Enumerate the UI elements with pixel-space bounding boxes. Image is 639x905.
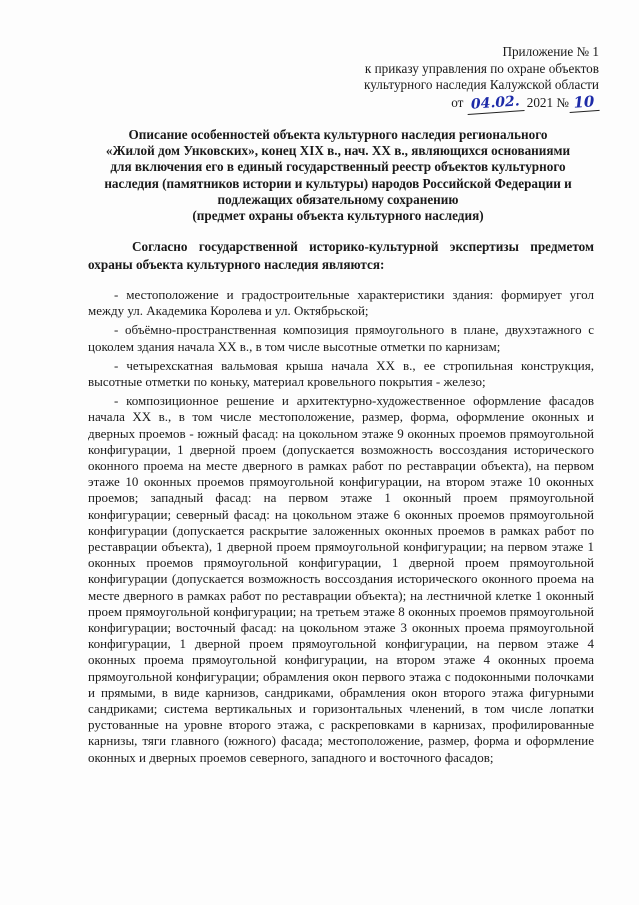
title-line: «Жилой дом Унковских», конец XIX в., нач. XX в., являющихся основаниями <box>105 143 571 159</box>
list-item: - композиционное решение и архитектурно-художественное оформление фасадов начала XX в., в том числе местоположение, размер, форма, оформление оконных и дверных проемов - южный фасад: на цокольном этаже 9 оконных проемов прямоугольной конфигурации, 1 дверной проем (допускается возможность воссоздания исторического оконного проема на месте дверного в рамках работ по реставрации объекта), на первом этаже 10 оконных проемов прямоугольной конфигурации, на втором этаже 10 оконных проемов; западный фасад: на первом этаже 1 оконный проем прямоугольной конфигурации; северный фасад: на цокольном этаже 6 оконных проемов прямоугольной конфигурации (допускается раскрытие заложенных оконных проемов в рамках работ по реставрации объекта), 1 дверной проем прямоугольной конфигурации; на первом этаже 1 оконных проемов прямоугольной конфигурации, 1 дверной проем прямоугольной конфигурации (допускается возможность воссоздания исторического оконного проема на месте дверного в рамках работ по реставрации объекта); на лестничной клетке 1 оконный проем прямоугольной конфигурации; на третьем этаже 8 оконных проемов прямоугольной конфигурации; восточный фасад: на цокольном этаже 3 оконных проема прямоугольной конфигурации, 1 дверной проем прямоугольной конфигурации, на первом этаже 4 оконных проема прямоугольной конфигурации, на втором этаже 4 оконных проема прямоугольной конфигурации; обрамления окон первого этажа с подоконными полочками и прямыми, в виде карнизов, сандриками, обрамления окон второго этажа фигурными сандриками; система вертикальных и горизонтальных членений, в том числе лопатки рустованные на уровне второго этажа, с раскреповками в карнизах, профилированные карнизы, тяги главного (южного) фасада; местоположение, размер, форма и оформление оконных и дверных проемов северного, западного и восточного фасадов; <box>88 393 594 765</box>
order-date-line <box>299 91 599 113</box>
handwritten-date: 04.02. <box>466 93 524 114</box>
appendix-header <box>299 44 599 112</box>
list-item: - объёмно-пространственная композиция прямоугольного в плане, двухэтажного с цоколем здания начала XX в., в том числе высотные отметки по карнизам; <box>88 322 594 354</box>
date-prefix: от <box>451 94 464 110</box>
document-title <box>88 127 588 224</box>
order-reference: к приказу управления по охране объектов <box>364 60 599 76</box>
protection-items-list <box>88 287 594 769</box>
list-item: - местоположение и градостроительные характеристики здания: формирует угол между ул. Академика Королева и ул. Октябрьской; <box>88 287 594 319</box>
title-line: подлежащих обязательному сохранению <box>217 191 459 207</box>
list-item: - четырехскатная вальмовая крыша начала XX в., ее стропильная конструкция, высотные отметки по коньку, материал кровельного покрытия - железо; <box>88 357 594 390</box>
order-year: 2021 № <box>526 94 569 110</box>
title-line: Описание особенностей объекта культурного наследия регионального <box>128 127 548 142</box>
authority-name: культурного наследия Калужской области <box>364 77 599 92</box>
appendix-title: Приложение № 1 <box>502 44 599 59</box>
intro-paragraph: Согласно государственной историко-культурной экспертизы предметом охраны объекта культурного наследия являются: <box>88 239 594 272</box>
title-line: для включения его в единый государственный реестр объектов культурного <box>110 159 566 175</box>
title-line: (предмет охраны объекта культурного наследия) <box>192 208 484 224</box>
title-line: наследия (памятников истории и культуры) народов Российской Федерации и <box>104 175 572 191</box>
handwritten-order-number: 10 <box>568 92 599 112</box>
